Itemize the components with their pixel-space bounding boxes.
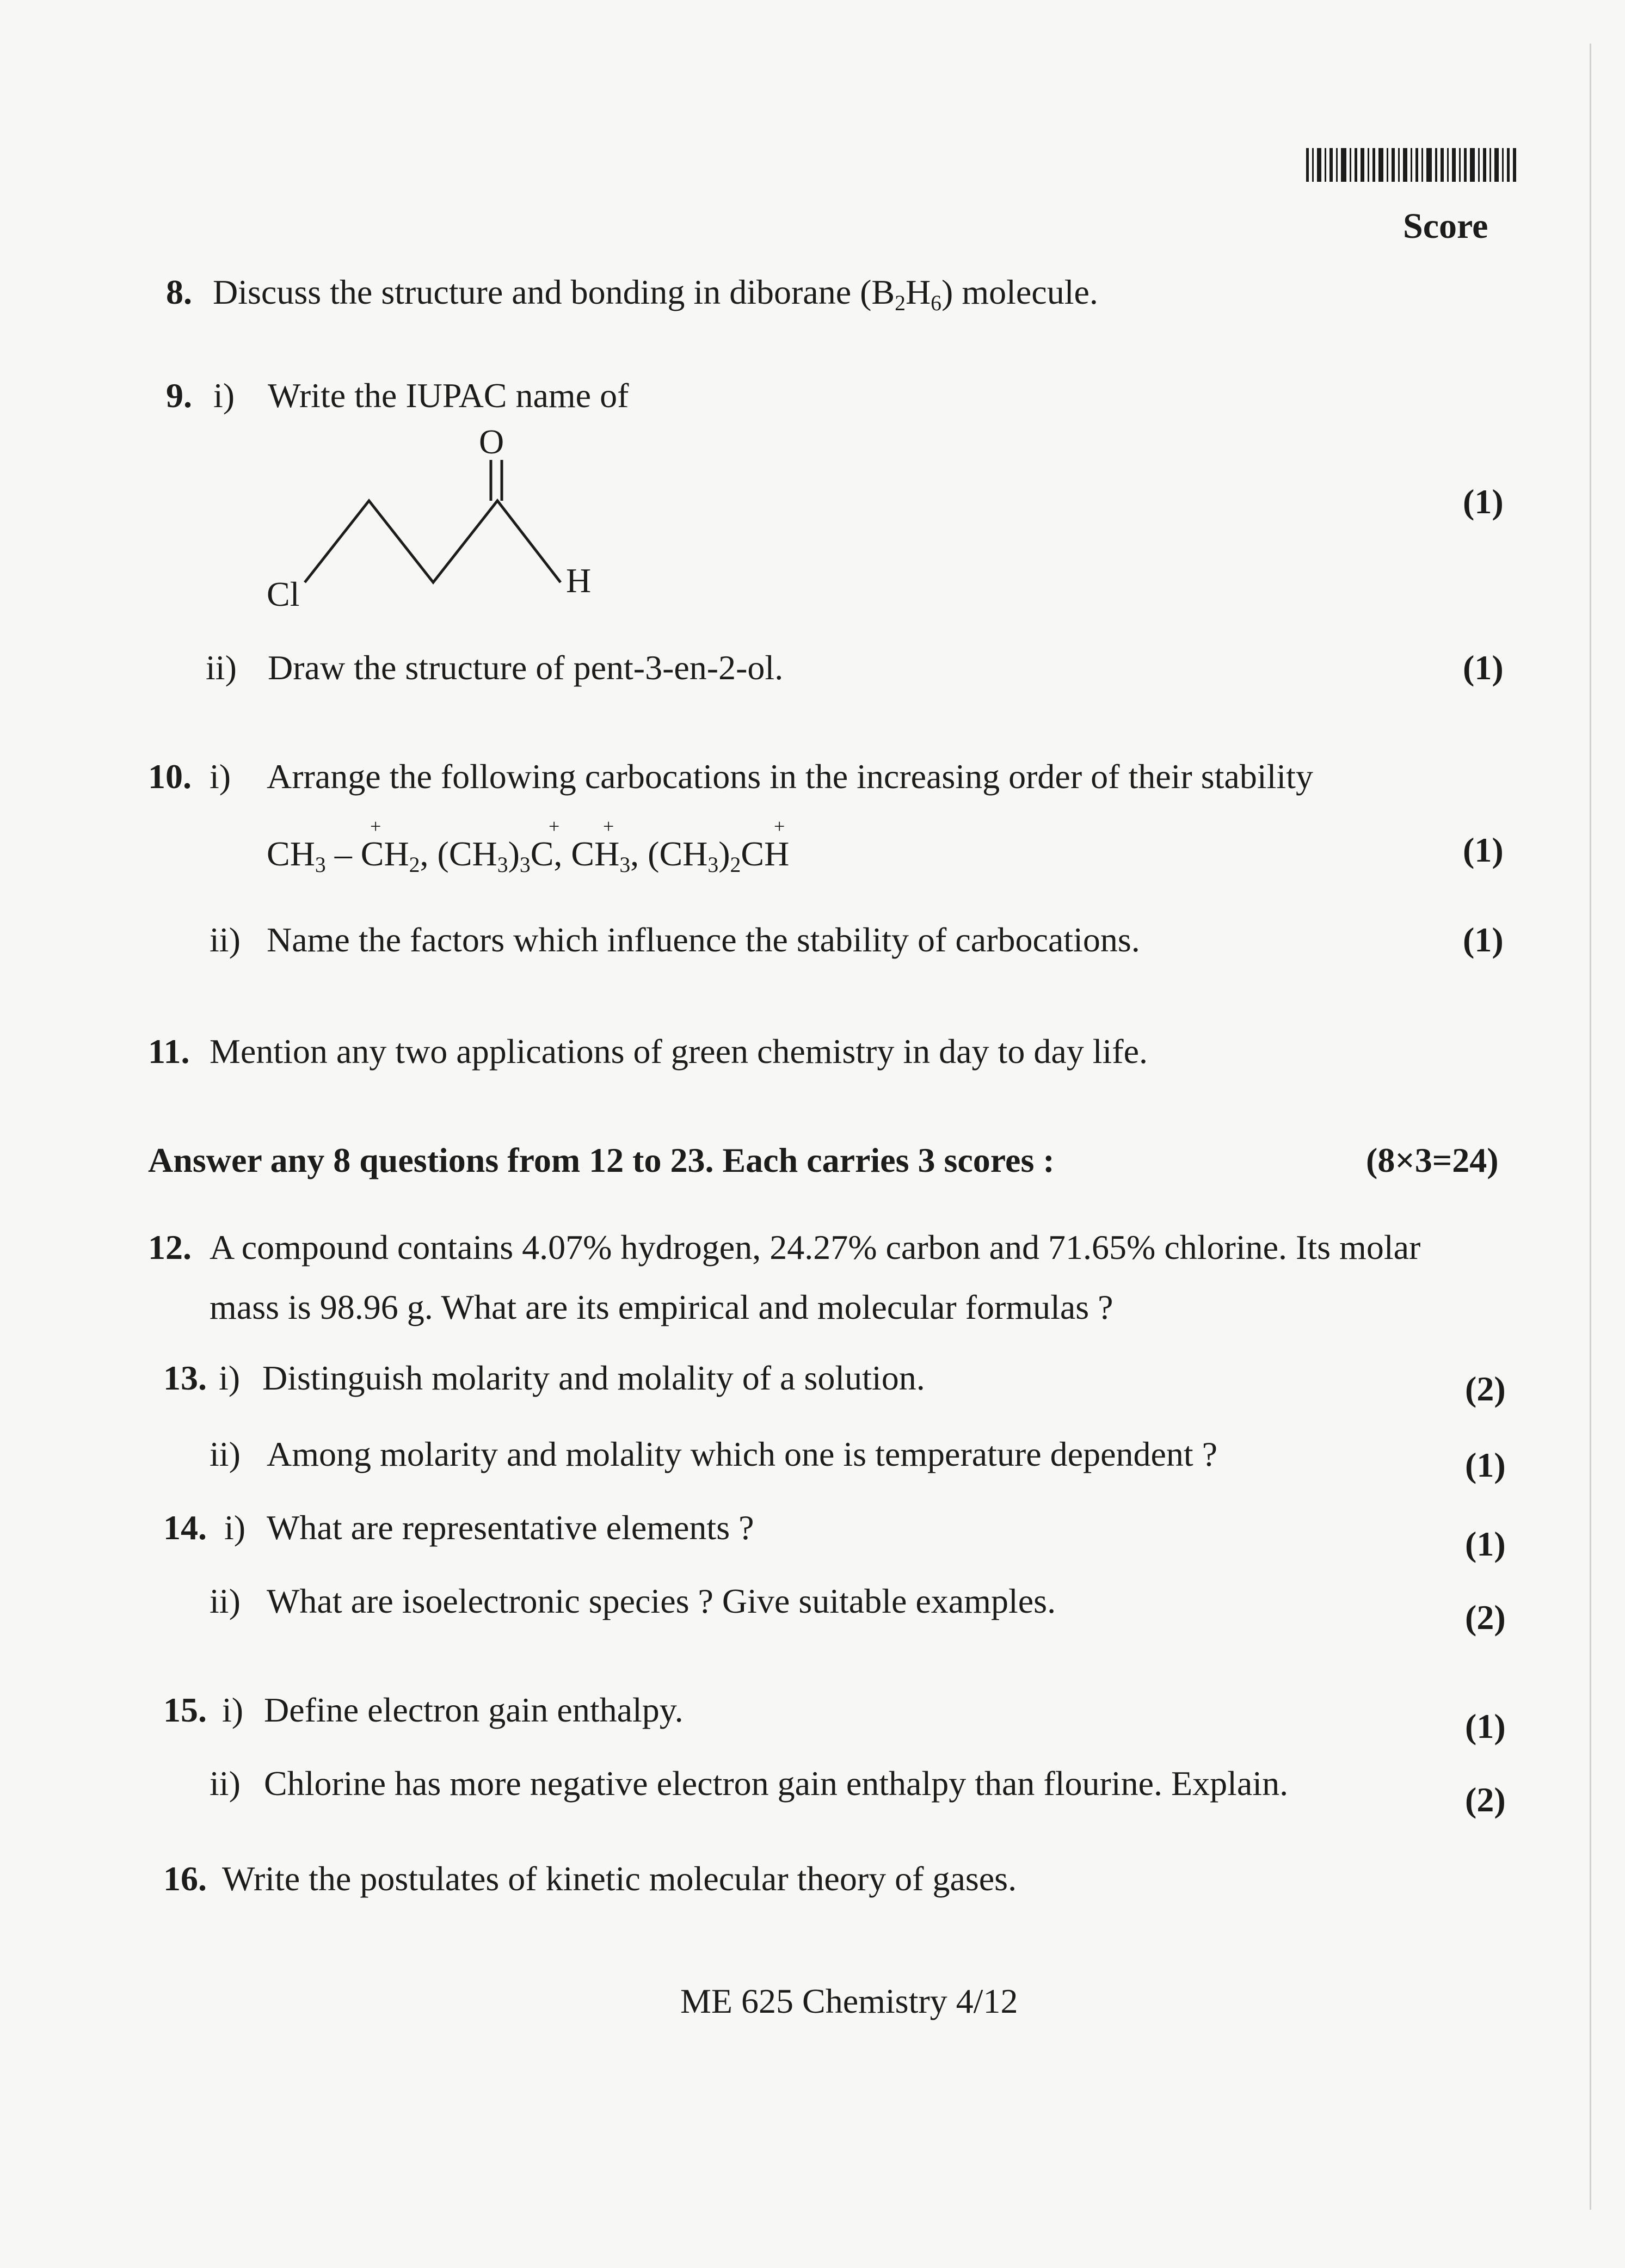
question-text: Mention any two applications of green chemistry in day to day life.	[210, 1032, 1148, 1071]
question-text: Define electron gain enthalpy.	[264, 1691, 684, 1729]
page-footer: ME 625 Chemistry 4/12	[680, 1982, 1018, 2020]
question-number: 10.	[148, 757, 192, 796]
question-number: 16.	[163, 1859, 207, 1898]
score-mark: (1)	[1463, 648, 1504, 687]
question-text: What are isoelectronic species ? Give suitable examples.	[267, 1582, 1056, 1620]
part-label: i)	[219, 1359, 241, 1397]
question-number: 8.	[166, 273, 192, 311]
question-text: Write the postulates of kinetic molecular theory of gases.	[222, 1859, 1017, 1898]
score-mark: (2)	[1465, 1598, 1506, 1637]
section-instruction: Answer any 8 questions from 12 to 23. Each carries 3 scores :	[148, 1141, 1055, 1179]
part-label: ii)	[210, 1764, 241, 1803]
question-text: What are representative elements ?	[267, 1508, 754, 1547]
part-label: i)	[224, 1508, 246, 1547]
charge-plus: +	[549, 815, 560, 837]
question-number: 13.	[163, 1359, 207, 1397]
score-mark: (2)	[1465, 1780, 1506, 1819]
question-number: 14.	[163, 1508, 207, 1547]
page-edge	[1590, 44, 1591, 2210]
question-text: Chlorine has more negative electron gain enthalpy than flourine. Explain.	[264, 1764, 1289, 1803]
part-label: ii)	[210, 920, 241, 959]
question-text: Draw the structure of pent-3-en-2-ol.	[268, 648, 784, 687]
question-text: Name the factors which influence the stability of carbocations.	[267, 920, 1140, 959]
charge-plus: +	[603, 815, 614, 837]
question-text: Write the IUPAC name of	[268, 376, 629, 415]
carbocation-formula: $CH_3 - CH_2$, $(CH_3)_3C$, $CH_3$, $(CH_3)_2CH$	[267, 834, 790, 877]
chemical-structure	[256, 419, 582, 626]
score-mark: (1)	[1465, 1525, 1506, 1563]
charge-plus: +	[774, 815, 785, 837]
atom-label-o: O	[479, 422, 504, 461]
atom-label-h: H	[566, 561, 592, 600]
question-number: 11.	[148, 1032, 190, 1071]
question-8: 8. Discuss the structure and bonding in diborane $(B_2H_6)$ molecule.	[166, 273, 1098, 315]
part-label: ii)	[210, 1435, 241, 1473]
score-mark: (1)	[1463, 920, 1504, 959]
score-mark: (1)	[1463, 831, 1504, 869]
score-mark: (1)	[1465, 1707, 1506, 1745]
question-text: Distinguish molarity and molality of a solution.	[262, 1359, 925, 1397]
question-text: Among molarity and molality which one is temperature dependent ?	[267, 1435, 1218, 1473]
question-number: 9.	[166, 376, 192, 415]
question-number: 12.	[148, 1228, 192, 1267]
carbon-chain	[305, 501, 561, 582]
question-text: A compound contains 4.07% hydrogen, 24.27% carbon and 71.65% chlorine. Its molar	[210, 1228, 1421, 1267]
part-label: ii)	[210, 1582, 241, 1620]
score-header: Score	[1403, 206, 1488, 246]
barcode	[1306, 148, 1524, 182]
question-text: Arrange the following carbocations in the increasing order of their stability	[267, 757, 1313, 796]
score-mark: (1)	[1465, 1446, 1506, 1484]
part-label: i)	[213, 376, 235, 415]
question-text: mass is 98.96 g. What are its empirical and molecular formulas ?	[210, 1288, 1113, 1326]
score-mark: (2)	[1465, 1369, 1506, 1408]
charge-plus: +	[370, 815, 381, 837]
section-total: (8×3=24)	[1366, 1141, 1499, 1179]
part-label: i)	[222, 1691, 244, 1729]
part-label: i)	[210, 757, 231, 796]
question-number: 15.	[163, 1691, 207, 1729]
score-mark: (1)	[1463, 482, 1504, 521]
atom-label-cl: Cl	[267, 575, 300, 613]
part-label: ii)	[206, 648, 237, 687]
